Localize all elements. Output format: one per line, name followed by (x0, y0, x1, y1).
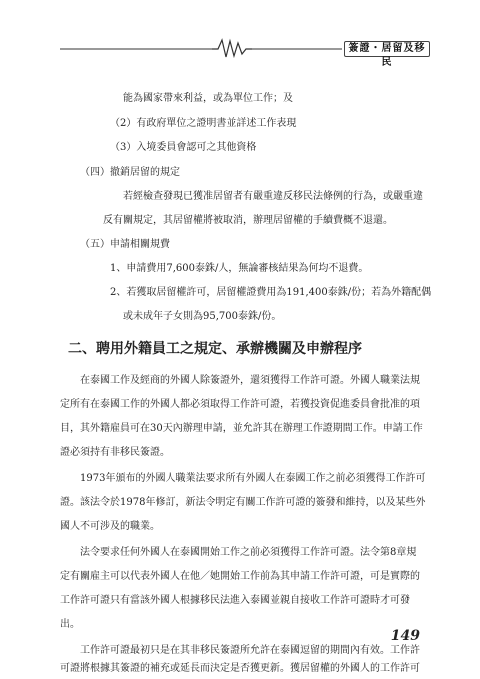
body-line: 能為國家帶來利益，或為單位工作；及 (123, 93, 293, 104)
paragraph-line: 工作許可證最初只是在其非移民簽證所允許在泰國逗留的期間內有效。工作許 (80, 645, 420, 656)
page-number: 149 (390, 628, 420, 644)
body-line: （2）有政府單位之證明書並詳述工作表現 (110, 118, 297, 129)
body-line: 1、申請費用7,600泰銖/人，無論審核結果為何均不退費。 (110, 263, 369, 274)
paragraph-line: 證必須持有非移民簽證。 (60, 447, 170, 458)
paragraph-line: 目，其外籍雇員可在30天內辦理申請，並允許其在辦理工作證期間工作。申請工作 (60, 423, 423, 434)
paragraph-line: 可證將根據其簽證的補充或延長而決定是否獲更新。獲居留權的外國人的工作許可 (60, 663, 420, 674)
paragraph-line: 法令要求任何外國人在泰國開始工作之前必須獲得工作許可證。法令第8章規 (80, 547, 417, 558)
subheading: （五）申請相關規費 (80, 239, 170, 250)
header-title: 簽證・居留及移民 (344, 41, 430, 57)
running-header (60, 37, 426, 68)
paragraph-line: 國人不可涉及的職業。 (60, 521, 160, 532)
paragraph-line: 出。 (60, 619, 80, 630)
body-line: 若經檢查發現已獲准居留者有嚴重違反移民法條例的行為，或嚴重違 (123, 191, 423, 202)
body-line: （3）入境委員會認可之其他資格 (110, 142, 257, 153)
paragraph-line: 在泰國工作及經商的外國人除簽證外，還須獲得工作許可證。外國人職業法規 (80, 375, 420, 386)
section-title: 二、聘用外籍員工之規定、承辦機關及申辦程序 (68, 341, 362, 357)
body-line: 或未成年子女則為95,700泰銖/份。 (123, 311, 282, 322)
body-line: 反有關規定，其居留權將被取消，辦理居留權的手續費概不退還。 (103, 215, 393, 226)
body-line: 2、若獲取居留權許可，居留權證費用為191,400泰銖/份；若為外籍配偶 (110, 287, 432, 298)
paragraph-line: 定有關雇主可以代表外國人在他／她開始工作前為其申請工作許可證，可是實際的 (60, 571, 420, 582)
subheading: （四）撤銷居留的規定 (80, 167, 180, 178)
paragraph-line: 1973年頒布的外國人職業法要求所有外國人在泰國工作之前必須獲得工作許可 (80, 473, 426, 484)
paragraph-line: 工作許可證只有當該外國人根據移民法進入泰國並親自接收工作許可證時才可發 (60, 595, 410, 606)
paragraph-line: 定所有在泰國工作的外國人都必須取得工作許可證，若獲投資促進委員會批准的項 (60, 399, 420, 410)
paragraph-line: 證。該法令於1978年修訂，新法令明定有關工作許可證的簽發和維持，以及某些外 (60, 497, 426, 508)
